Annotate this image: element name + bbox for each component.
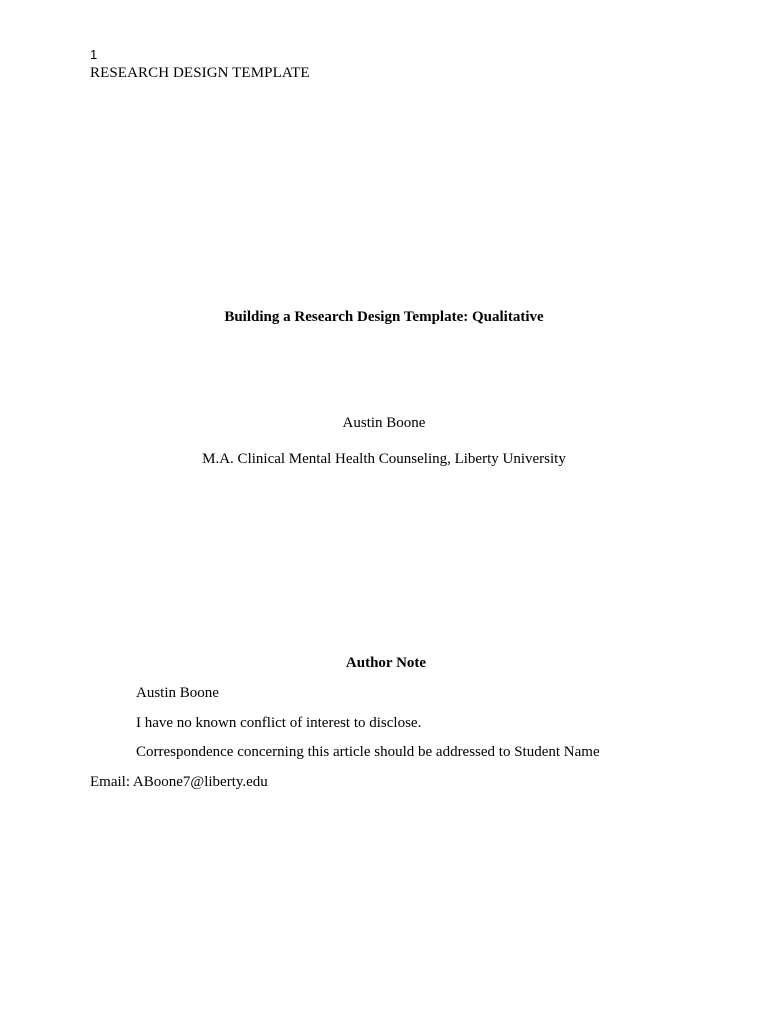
author-name: Austin Boone: [342, 415, 426, 431]
author-affiliation: M.A. Clinical Mental Health Counseling, Liberty University: [202, 451, 566, 467]
correspondence-statement: Correspondence concerning this article should be addressed to Student Name: [136, 744, 600, 760]
running-head: RESEARCH DESIGN TEMPLATE: [90, 65, 310, 81]
conflict-of-interest-statement: I have no known conflict of interest to disclose.: [136, 715, 422, 731]
author-note-heading: Author Note: [345, 655, 427, 671]
page-number: 1: [90, 47, 98, 62]
contact-email: Email: ABoone7@liberty.edu: [90, 774, 268, 790]
author-note-name: Austin Boone: [136, 685, 219, 701]
paper-title: Building a Research Design Template: Qualitative: [224, 309, 544, 325]
